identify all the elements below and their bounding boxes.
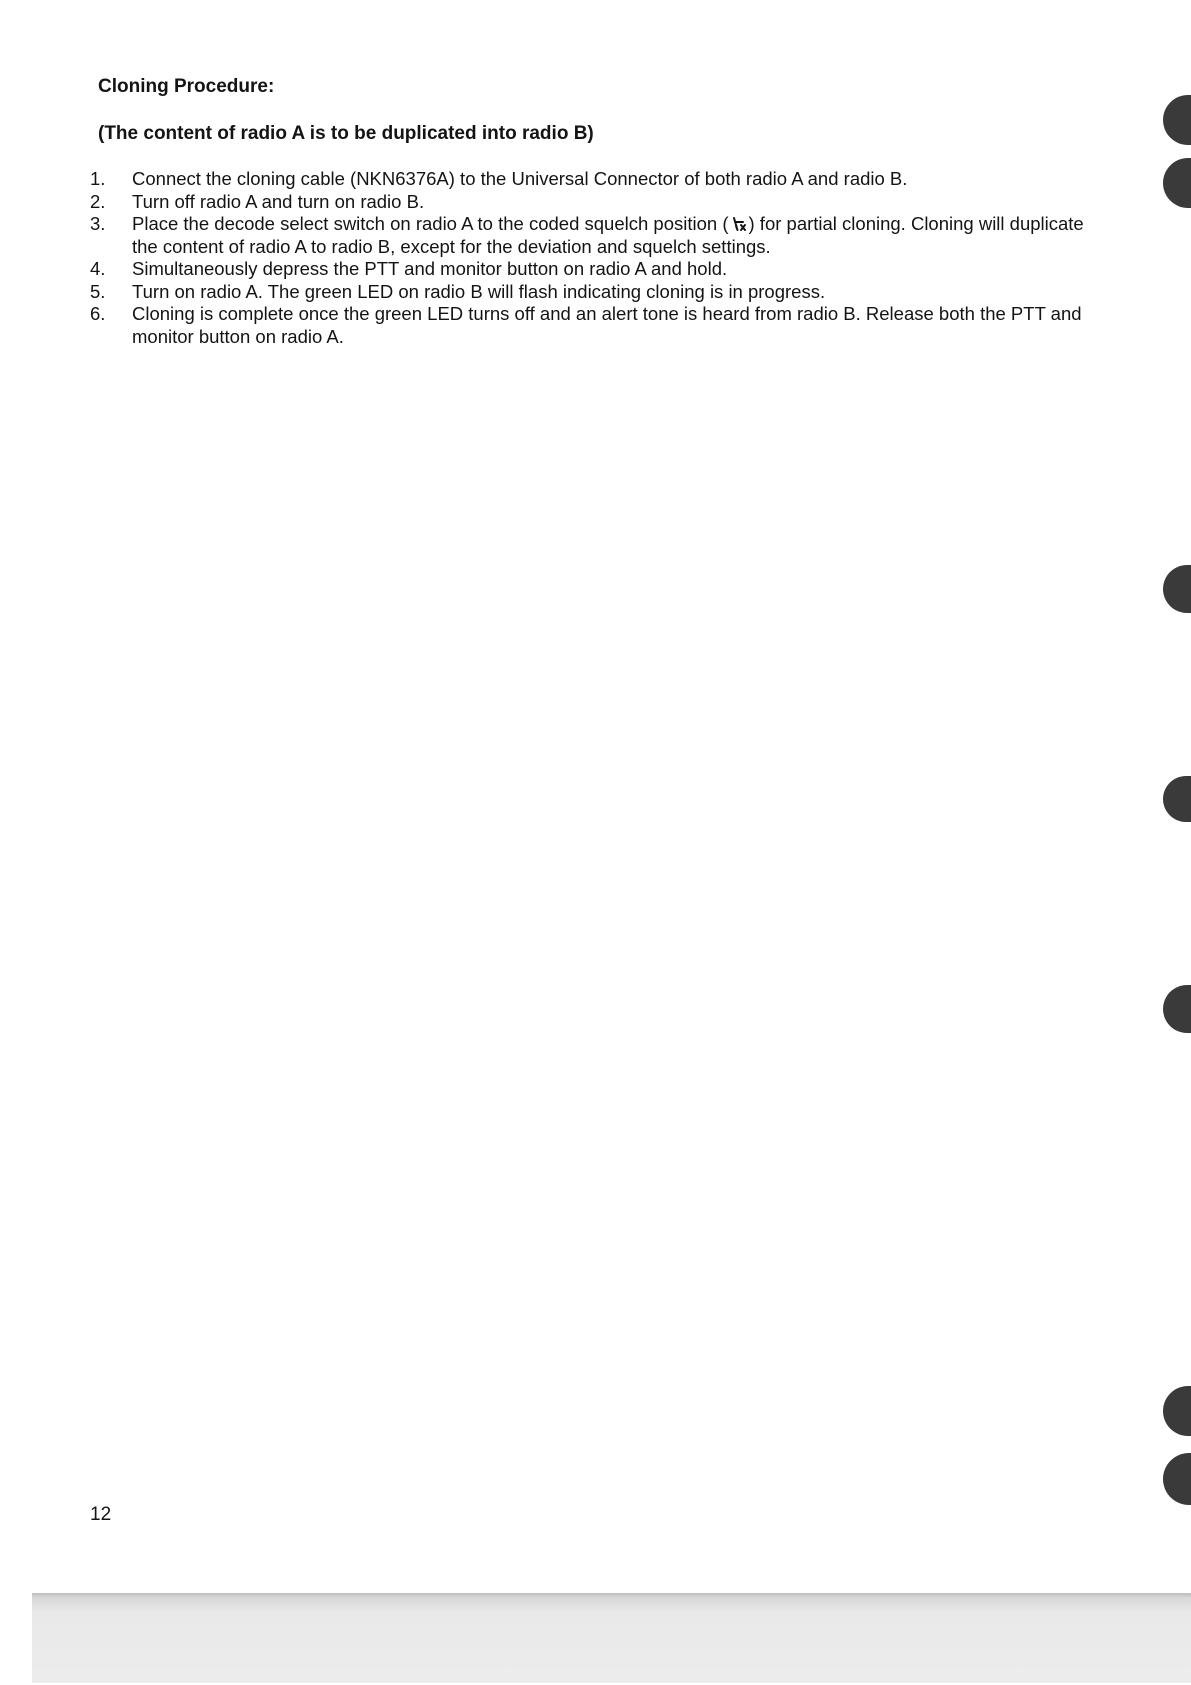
list-item [90, 168, 1110, 191]
list-item [90, 281, 1110, 304]
coded-squelch-icon [731, 216, 747, 232]
step-text: Turn off radio A and turn on radio B. [132, 190, 425, 212]
step-text-before: Place the decode select switch on radio A to the coded squelch position ( [132, 213, 729, 234]
binder-tab-marker [1163, 776, 1191, 822]
page-bottom-shadow [32, 1593, 1191, 1683]
list-item [90, 258, 1110, 281]
list-item [90, 191, 1110, 214]
page-number: 12 [90, 1504, 112, 1525]
binder-tab-marker [1163, 1453, 1191, 1505]
list-item [90, 303, 1110, 348]
procedure-steps [90, 168, 1110, 348]
binder-tab-marker [1163, 565, 1191, 613]
binder-tab-marker [1163, 158, 1191, 208]
step-number: 5. [90, 280, 106, 302]
binder-tab-marker [1163, 95, 1191, 145]
step-text: Turn on radio A. The green LED on radio B will flash indicating cloning is in progress. [132, 280, 826, 302]
step-number: 4. [90, 258, 106, 279]
step-text-after: ) for partial cloning. Cloning will duplicate the content of radio A to radio B, except for the deviation and squelch settings. [132, 213, 1084, 257]
list-item [90, 213, 1110, 258]
binder-tab-marker [1163, 1386, 1191, 1436]
step-text: Cloning is complete once the green LED turns off and an alert tone is heard from radio B. Release both the PTT and monitor button on radio A. [132, 303, 1082, 347]
step-number: 2. [90, 190, 106, 212]
step-text: Connect the cloning cable (NKN6376A) to the Universal Connector of both radio A and radio B. [132, 168, 908, 189]
step-number: 6. [90, 303, 106, 324]
step-text: Simultaneously depress the PTT and monitor button on radio A and hold. [132, 258, 728, 279]
binder-tab-marker [1163, 985, 1191, 1033]
step-number: 1. [90, 168, 106, 189]
page-subheading: (The content of radio A is to be duplicated into radio B) [98, 123, 594, 144]
page-heading: Cloning Procedure: [98, 76, 275, 97]
step-number: 3. [90, 213, 106, 234]
